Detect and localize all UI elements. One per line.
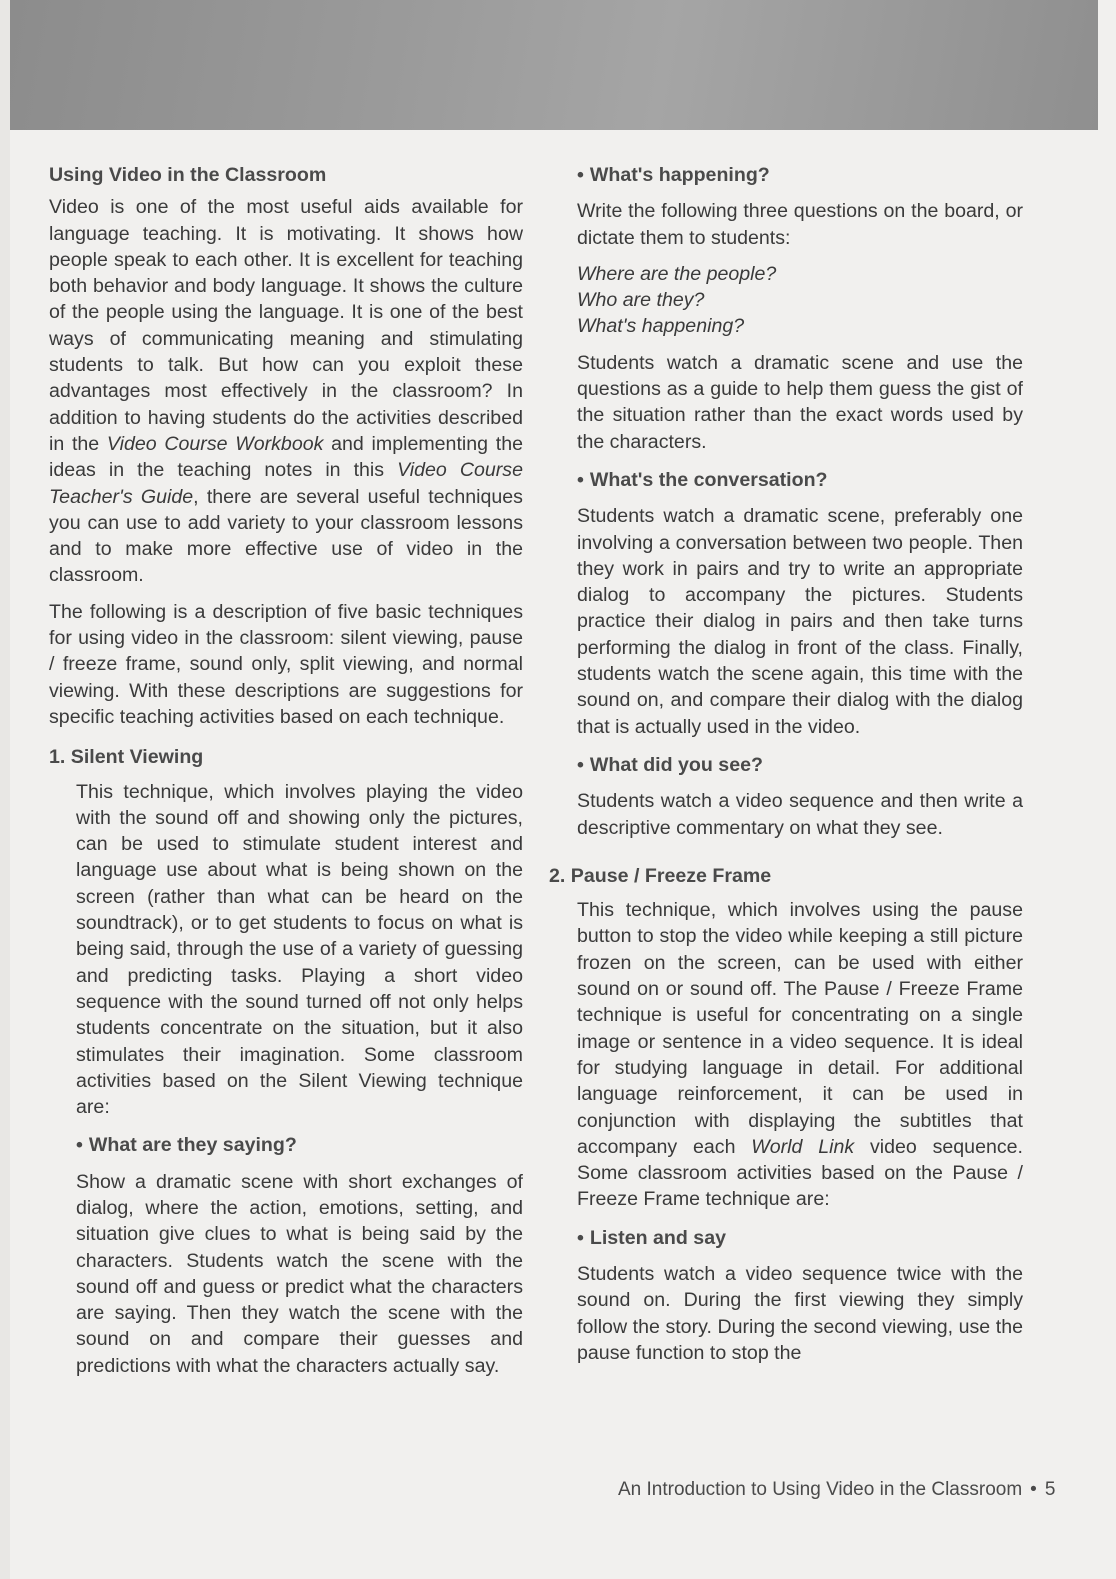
bullet-dot-icon: • [577,164,584,186]
left-column [49,162,523,1389]
section-2-title: 2. Pause / Freeze Frame [549,864,772,887]
bullet-whats-the-conversation: • What's the conversation? [577,468,828,491]
section-heading: Using Video in the Classroom [49,164,327,186]
bullet-whats-happening: • What's happening? [577,164,770,186]
intro-paragraph-2: The following is a description of five basic techniques for using video in the classroom: silent viewing, pause / freeze frame, sound only, split viewing, and normal viewing. With these descriptions are suggestions for specific teaching activities based on each technique. [49,600,523,728]
bullet-listen-and-say: • Listen and say [577,1226,726,1249]
section-1-body [49,779,523,1380]
bullet-what-are-they-saying: • What are they saying? [76,1134,297,1157]
bullet-dot-icon: • [76,1134,83,1157]
question-item: What's happening? [577,315,745,338]
bullet-what-did-you-see: • What did you see? [577,753,763,776]
bullet-2-paragraph: Write the following three questions on the board, or dictate them to students: [577,200,1023,249]
bullet-2-paragraph-2: Students watch a dramatic scene and use the questions as a guide to help them guess the gist of the situation rather than the exact words used by the characters. [577,351,1023,453]
bullet-1-paragraph: Show a dramatic scene with short exchanges of dialog, where the action, emotions, setting, and situation give clues to what is being said by the characters. Students watch the scene with the sound off and guess or predict what the characters are saying. Then they watch the scene with the sound on and compare their guesses and predictions with what the characters actually say. [76,1170,523,1377]
page-footer [618,1479,1078,1501]
section-2-body [577,897,1023,1366]
section-1-title: 1. Silent Viewing [49,746,204,769]
question-item: Who are they? [577,289,705,312]
bullet-dot-icon: • [577,1226,584,1249]
question-list [577,261,1023,340]
section-1-paragraph: This technique, which involves playing the video with the sound off and showing only the pictures, can be used to stimulate student interest and language use about what is being shown on the screen (rather than what can be heard on the soundtrack), or to get students to focus on what is being said, through the use of a variety of guessing and predicting tasks. Playing a short video sequence with the sound turned off not only helps students concentrate on the situation, but it also stimulates their imagination. Some classroom activities based on the Silent Viewing technique are: [76,780,523,1119]
section-2-paragraph: This technique, which involves using the pause button to stop the video while keeping a still picture frozen on the screen, can be used with either sound on or sound off. The Pause / Freeze Frame technique is useful for concentrating on a single image or sentence in a video sequence. It is ideal for studying language in detail. For additional language reinforcement, it can be used in conjunction with displaying the subtitles that accompany each World Link video sequence. Some classroom activities based on the Pause / Freeze Frame technique are: [577,899,1024,1211]
page-edge [0,0,10,1579]
header-photo-band [10,0,1098,130]
page-number: 5 [1044,1479,1056,1500]
bullet-dot-icon: • [577,753,584,776]
question-item: Where are the people? [577,262,777,285]
bullet-dot-icon: • [577,468,584,491]
bullet-4-paragraph: Students watch a video sequence and then write a descriptive commentary on what they see. [577,790,1023,839]
intro-paragraph-1: Video is one of the most useful aids available for language teaching. It is motivating. It shows how people speak to each other. It is excellent for teaching both behavior and body language. It shows the culture of the people using the language. It is one of the best ways of communicating meaning and stimulating students to talk. But how can you exploit these advantages most effectively in the classroom? In addition to having students do the activities described in the Video Course Workbook and implementing the ideas in the teaching notes in this Video Course Teacher's Guide, there are several useful techniques you can use to add variety to your classroom lessons and to make more effective use of video in the classroom. [49,196,523,587]
bullet-3-paragraph: Students watch a dramatic scene, preferably one involving a conversation between two people. Then they work in pairs and try to write an appropriate dialog to accompany the pictures. Students practice their dialog in pairs and then take turns performing the dialog in front of the class. Finally, students watch the scene again, this time with the sound on, and compare their dialog with the dialog that is actually used in the video. [577,505,1023,738]
running-title: An Introduction to Using Video in the Classroom [618,1479,1023,1500]
right-column [549,162,1024,1376]
bullet-5-paragraph: Students watch a video sequence twice with the sound on. During the first viewing they simply follow the story. During the second viewing, use the pause function to stop the [577,1262,1023,1364]
footer-bullet: • [1030,1479,1037,1500]
